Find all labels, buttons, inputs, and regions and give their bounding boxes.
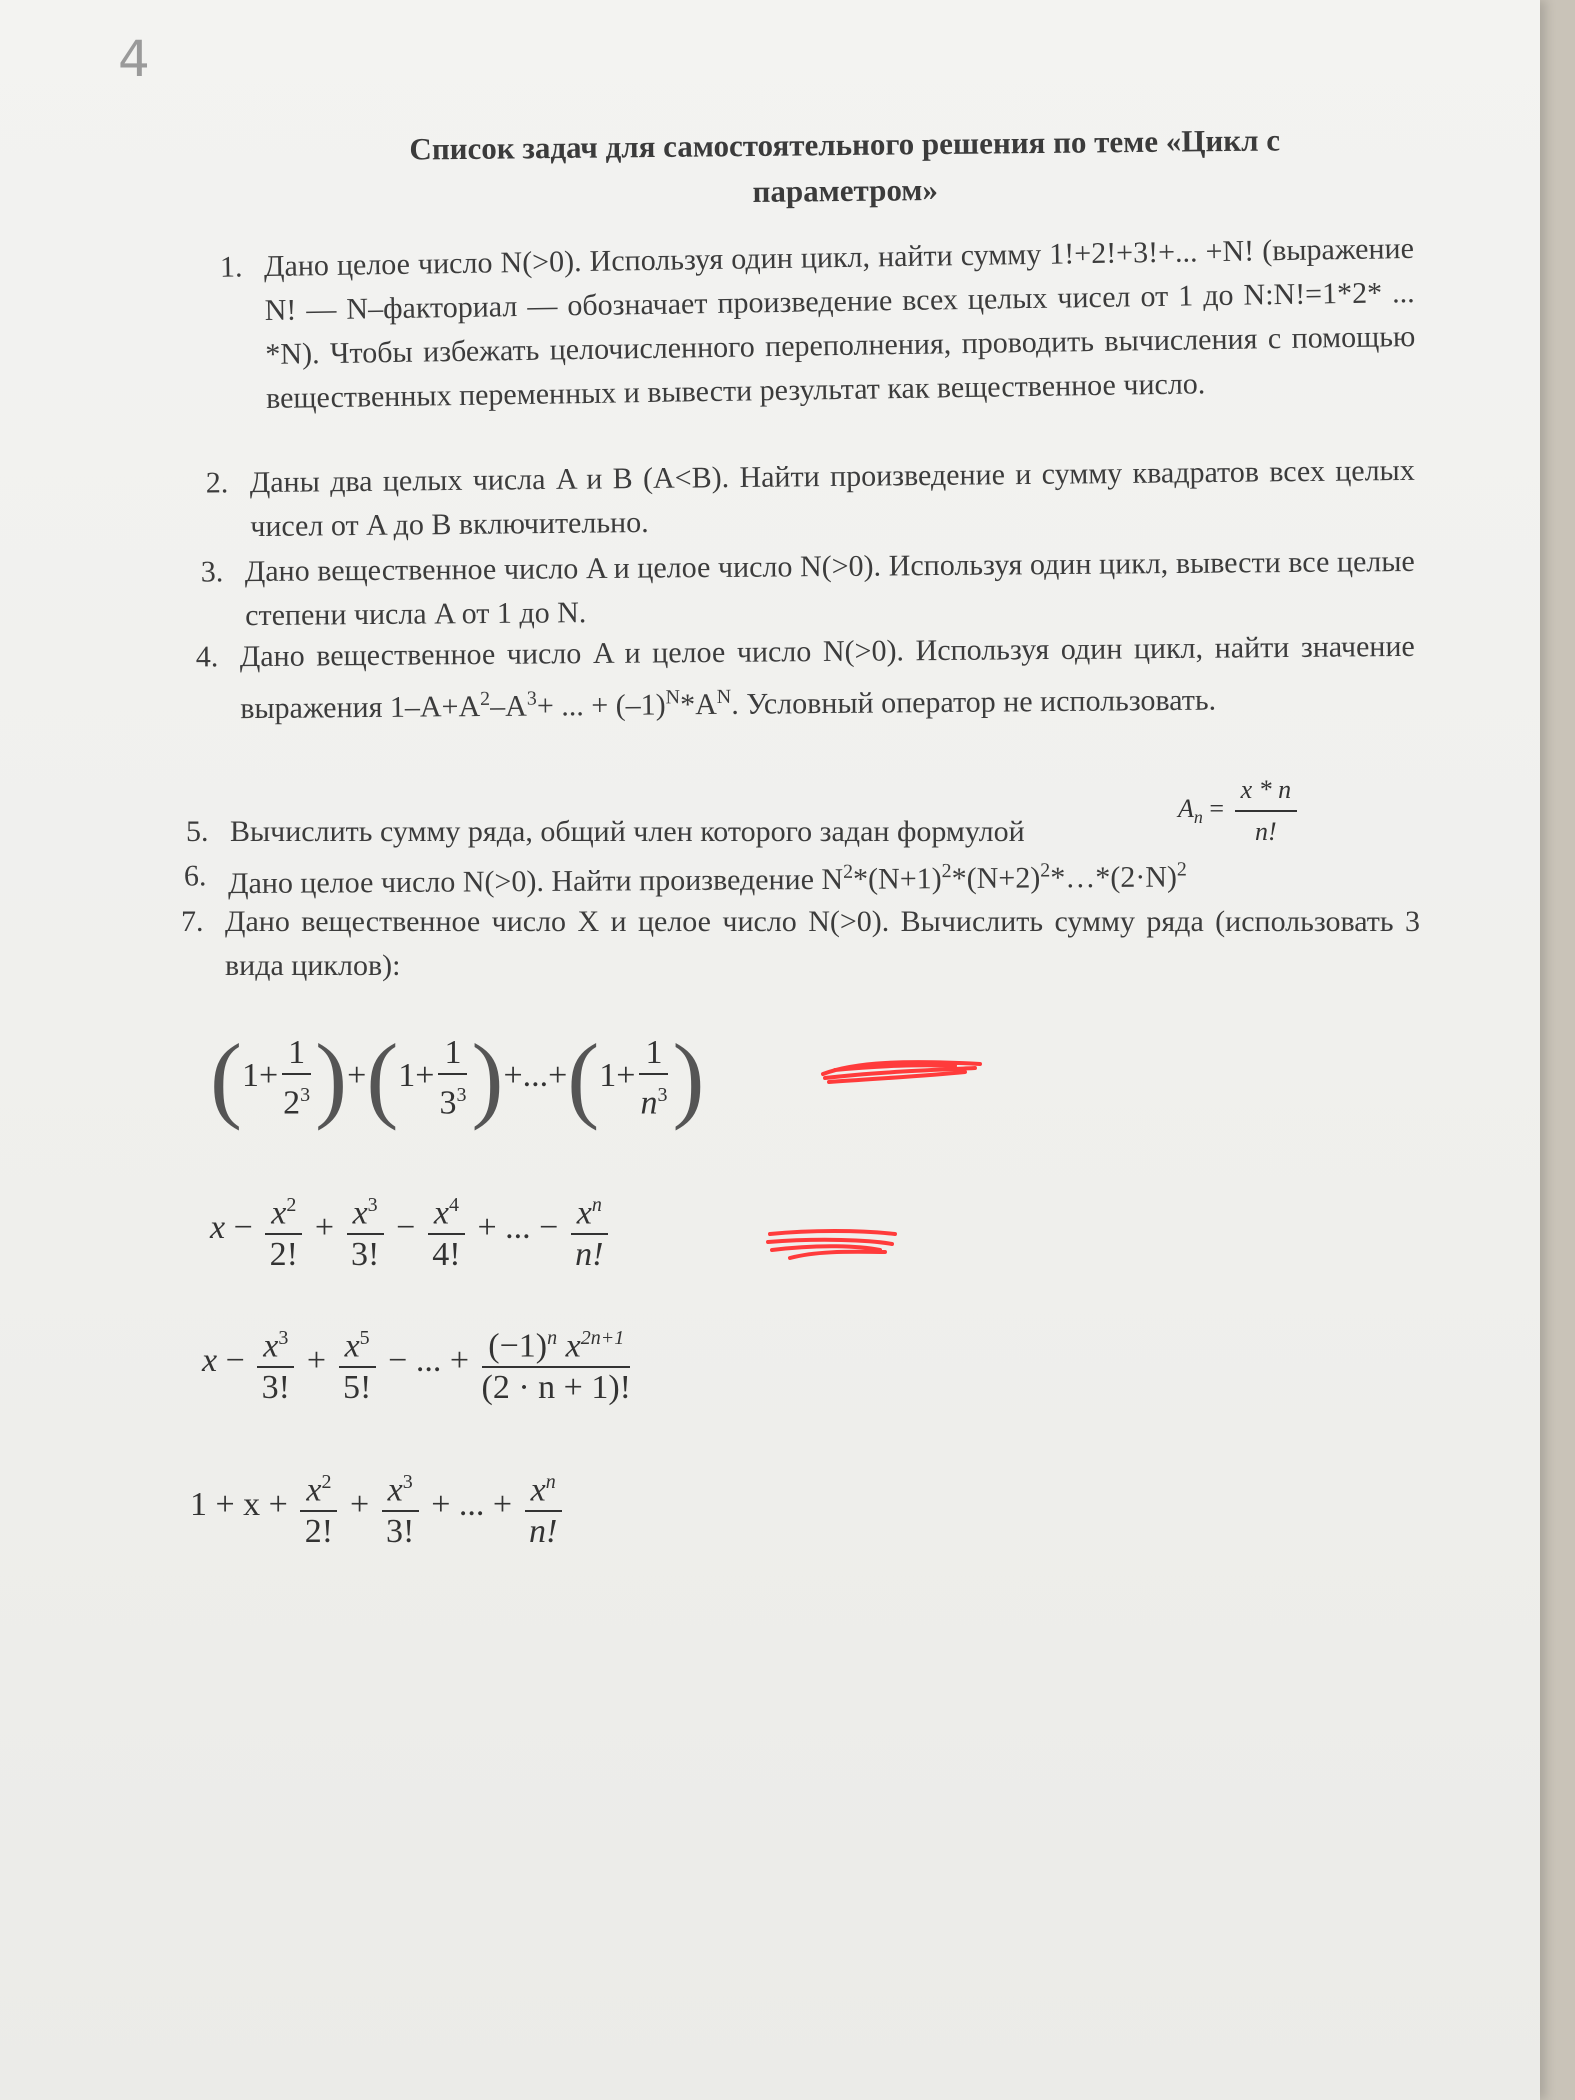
task-4 [195, 625, 1416, 731]
formula-exp-series: 1 + x + $\frac{x^2}{2!}$ + $\frac{x^3}{3!}$ + ... + $\frac{x^n}{n!}$ [190, 1462, 566, 1552]
formula-sine-series: x − $\frac{x^3}{3!}$ + $\frac{x^5}{5!}$ − ... + $\frac{(-1)^n x^{2n+1}}{(2 \cdot n + 1)!}$ [202, 1318, 635, 1408]
task-text: Дано вещественное число X и целое число N(>0). Вычислить сумму ряда (использовать 3 вида циклов): [225, 905, 1420, 982]
formula-alternating-series: x − $\frac{x^2}{2!}$ + $\frac{x^3}{3!}$ − $\frac{x^4}{4!}$ + ... − $\frac{x^n}{n!}$ [210, 1185, 612, 1275]
task-number: 3. [200, 555, 224, 589]
page-title: Список задач для самостоятельного решения по теме «Цикл с параметром» [409, 122, 1281, 209]
red-ink-mark-2 [760, 1222, 900, 1266]
task-1 [219, 227, 1417, 421]
formula-product-series: (1+ $\frac{1}{2^3}$ )+(1+ $\frac{1}{3^3}$ )+...+(1+ $\frac{1}{n^3}$ ) [210, 1024, 705, 1131]
task-number: 4. [195, 640, 219, 674]
task-text: Даны два целых числа A и B (A<B). Найти произведение и сумму квадратов всех целых чисел от A до B включительно. [249, 453, 1415, 544]
task-number: 2. [205, 466, 229, 500]
handwritten-page-number: 4 [118, 30, 150, 88]
task-text: Дано вещественное число A и целое число N(>0). Используя один цикл, вывести все целые степени числа A от 1 до N. [244, 544, 1415, 633]
task-2 [205, 449, 1416, 549]
task-5-formula: $A_n$ = $\frac{x * n}{n!}$ [1178, 770, 1301, 852]
task-text: Дано целое число N(>0). Используя один цикл, найти сумму 1!+2!+3!+... +N! (выражение N! — N–факториал — обозначает произведение всех целых чисел от 1 до N:N!=1*2* ... *N). Чтобы избежать целочисленного переполнения, проводить вычисления с помощью вещественных переменных и вывести результат как вещественное число. [263, 231, 1416, 416]
task-number: 7. [181, 905, 204, 938]
task-text: Дано вещественное число A и целое число N(>0). Используя один цикл, найти значение выражения $1-A+A^2-A^3+$ ... + $(-1)^N*A^N$. Условный оператор не использовать. [239, 629, 1415, 726]
task-text: Дано целое число N(>0). Найти произведение $N^2*(N+1)^2*(N+2)^2*\dots*(2\cdot N)^2$ [227, 858, 1187, 901]
task-number: 6. [183, 859, 207, 893]
task-3 [200, 540, 1416, 638]
task-text: Вычислить сумму ряда, общий член которого задан формулой [230, 815, 1025, 848]
task-6 [183, 846, 1418, 906]
task-7 [181, 900, 1420, 988]
task-number: 1. [219, 250, 243, 284]
task-number: 5. [186, 815, 209, 848]
red-ink-mark-1 [815, 1052, 985, 1092]
